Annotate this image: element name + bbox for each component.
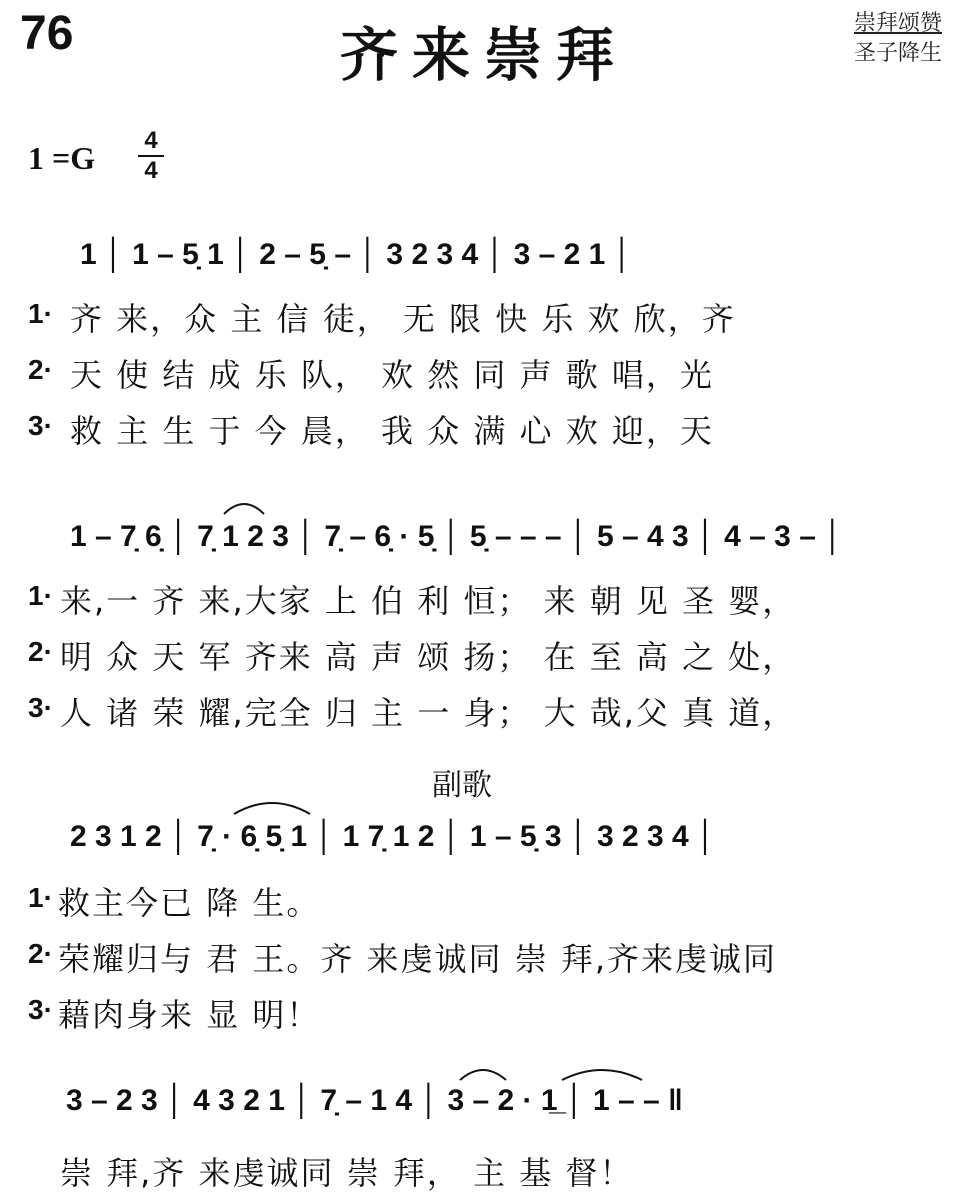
hymn-number: 76 (20, 7, 74, 60)
time-signature-top: 4 (144, 127, 158, 154)
lyric-line: 救 主 生 于 今 晨， 我 众 满 心 欢 迎，天 (70, 412, 714, 450)
category-label: 崇拜颂赞 (853, 11, 942, 36)
slur-tie (560, 1066, 644, 1082)
notation-line-3: 2 3 1 2 │ 7̣ · 6̣ 5̣ 1 │ 1 7̣ 1 2 │ 1 – 5̣ 3 │ 3 2 3 4 │ (70, 820, 716, 853)
verse-number: 2· (28, 938, 53, 969)
time-signature (138, 128, 164, 184)
slur-tie (458, 1066, 508, 1082)
subcategory-label: 圣子降生 (853, 41, 942, 66)
notation-line-1: 1 │ 1 – 5̣ 1 │ 2 – 5̣ – │ 3 2 3 4 │ 3 – 2 1 │ (80, 238, 633, 271)
hymn-title: 齐来崇拜 (340, 21, 629, 89)
verse-number: 1· (28, 882, 53, 913)
time-signature-bottom: 4 (144, 157, 158, 184)
lyric-line: 救主今已 降 生。 (58, 884, 321, 922)
lyric-line: 齐 来，众 主 信 徒， 无 限 快 乐 欢 欣，齐 (70, 300, 736, 338)
slur-tie (222, 500, 266, 516)
verse-number: 2· (28, 636, 53, 667)
lyric-line: 明 众 天 军 齐来 高 声 颂 扬； 在 至 高 之 处， (60, 638, 797, 676)
lyric-line: 天 使 结 成 乐 队， 欢 然 同 声 歌 唱，光 (70, 356, 714, 394)
lyric-line: 来,一 齐 来,大家 上 伯 利 恒； 来 朝 见 圣 婴， (60, 582, 797, 620)
lyric-line: 人 诸 荣 耀,完全 归 主 一 身； 大 哉,父 真 道， (60, 694, 797, 732)
notation-line-4: 3 – 2 3 │ 4 3 2 1 │ 7̣ – 1 4 │ 3 – 2 · 1̲ │ 1 – – ‖ (66, 1084, 683, 1117)
lyric-line: 崇 拜,齐 来虔诚同 崇 拜， 主 基 督！ (60, 1154, 634, 1192)
verse-number: 1· (28, 298, 53, 329)
slur-tie (232, 798, 312, 816)
lyric-line: 荣耀归与 君 王。齐 来虔诚同 崇 拜,齐来虔诚同 (58, 940, 778, 978)
verse-number: 2· (28, 354, 53, 385)
verse-number: 1· (28, 580, 53, 611)
verse-number: 3· (28, 994, 53, 1025)
notation-line-2: 1 – 7̣ 6̣ │ 7̣ 1 2 3 │ 7̣ – 6̣ · 5̣ │ 5̣ – – – │ 5 – 4 3 │ 4 – 3 – │ (70, 520, 843, 553)
lyric-line: 藉肉身来 显 明！ (58, 996, 321, 1034)
verse-number: 3· (28, 692, 53, 723)
key-signature: 1 =G (28, 140, 96, 176)
verse-number: 3· (28, 410, 53, 441)
chorus-label: 副歌 (432, 768, 492, 803)
